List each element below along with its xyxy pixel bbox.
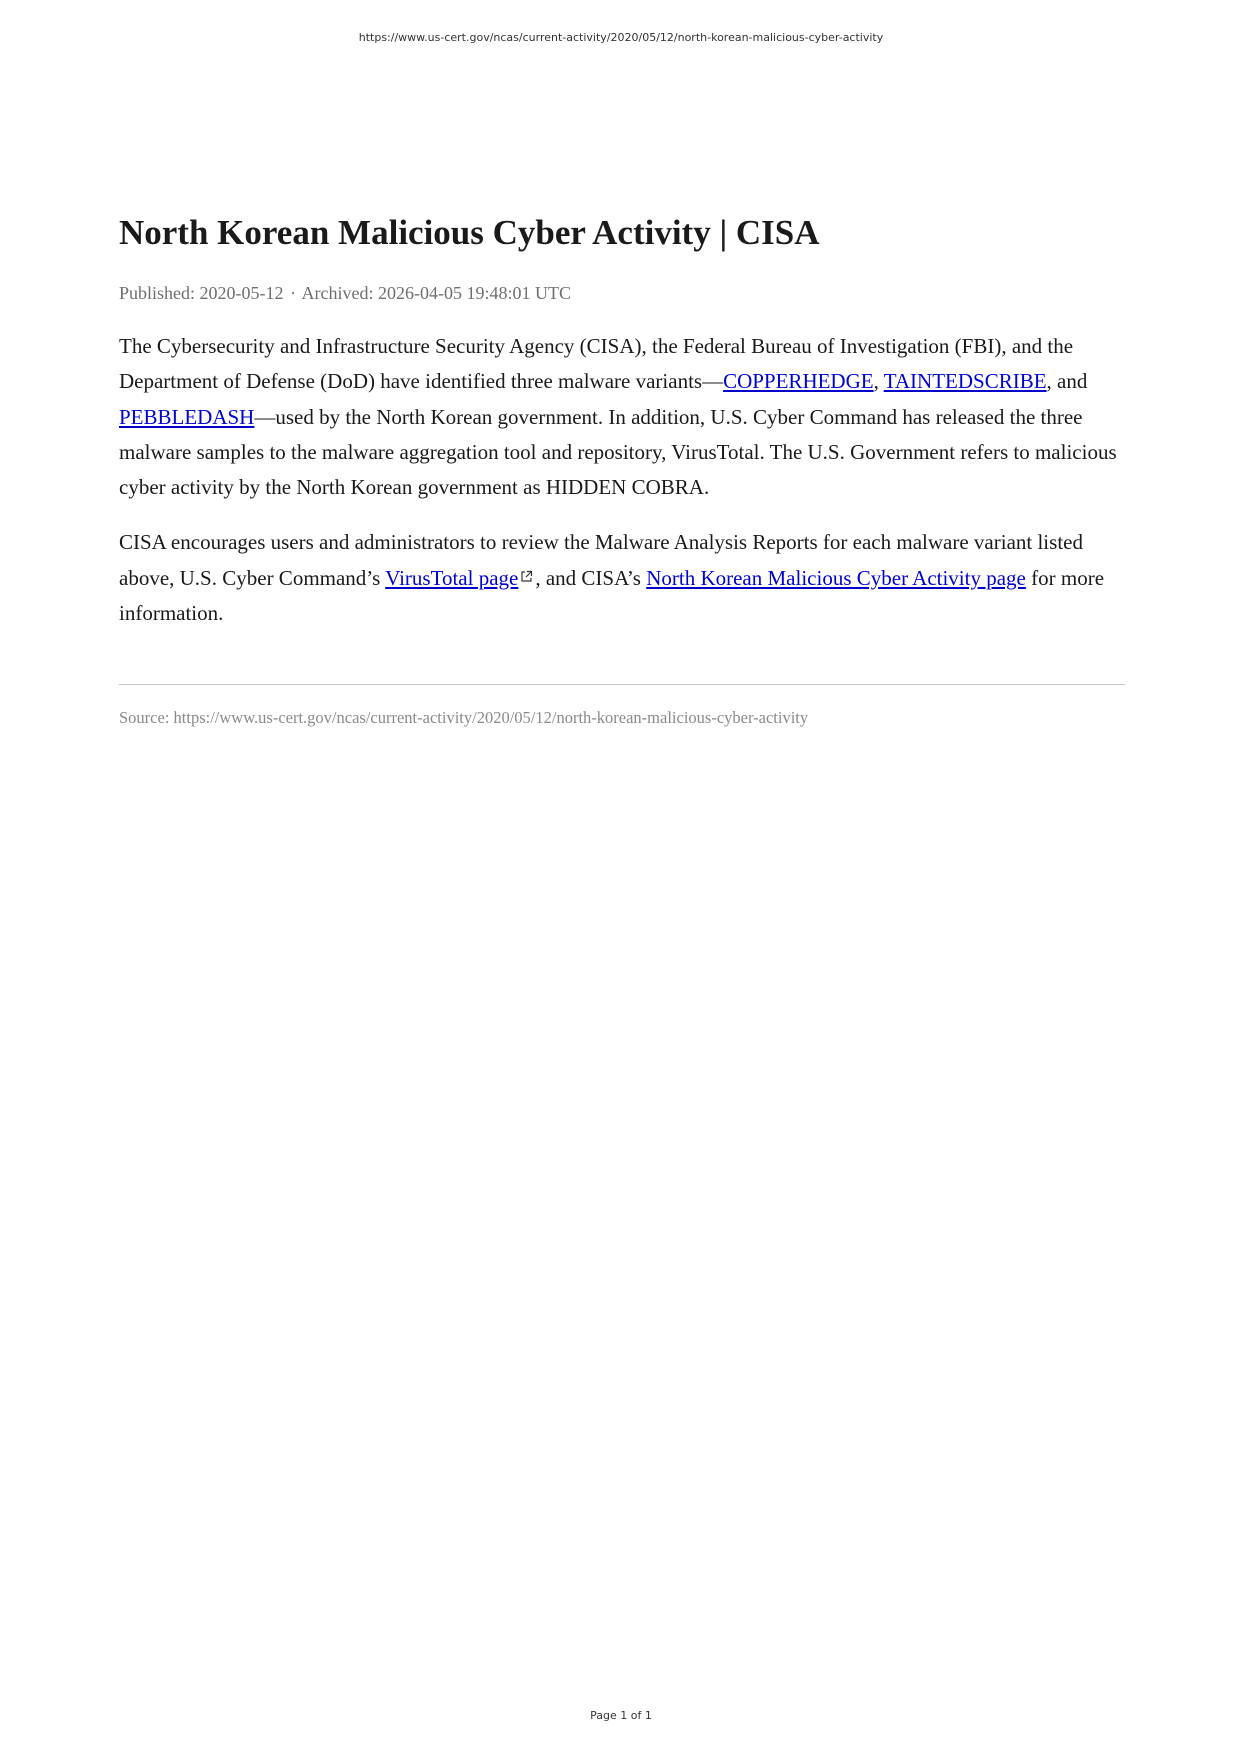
published-date: Published: 2020-05-12 [119, 283, 284, 303]
nk-activity-page-link[interactable]: North Korean Malicious Cyber Activity page [646, 565, 1026, 590]
pebbledash-link[interactable]: PEBBLEDASH [119, 404, 255, 429]
article-meta [119, 281, 1125, 305]
taintedscribe-link[interactable]: TAINTEDSCRIBE [883, 369, 1047, 394]
paragraph-text: CISA encourages users and administrators to review the Malware Analysis Reports for each malware variant listed above, U.S. Cyber Command’s [119, 530, 1083, 590]
paragraph-text: , and CISA’s [535, 565, 647, 590]
external-link-icon [520, 570, 533, 583]
copperhedge-link[interactable]: COPPERHEDGE [723, 369, 874, 394]
archived-date: Archived: 2026-04-05 19:48:01 UTC [301, 283, 571, 303]
paragraph-text: The Cybersecurity and Infrastructure Security Agency (CISA), the Federal Bureau of Investigation (FBI), and the Department of Defense (DoD) have identified three malware variants— [119, 334, 1074, 394]
paragraph-text: , and [1046, 369, 1088, 394]
source-line: Source: https://www.us-cert.gov/ncas/current-activity/2020/05/12/north-korean-malicious-cyber-activity [119, 708, 809, 728]
print-header-url: https://www.us-cert.gov/ncas/current-activity/2020/05/12/north-korean-malicious-cyber-activity [358, 31, 884, 44]
paragraph-guidance [119, 525, 1125, 631]
paragraph-text: , [873, 369, 884, 394]
page-number: Page 1 of 1 [590, 1709, 652, 1722]
virustotal-link[interactable]: VirusTotal page [385, 565, 519, 590]
paragraph-text: —used by the North Korean government. In addition, U.S. Cyber Command has released the three malware samples to the malware aggregation tool and repository, VirusTotal. The U.S. Government refers to malicious cyber activity by the North Korean government as HIDDEN COBRA. [119, 404, 1117, 500]
divider [119, 684, 1125, 685]
paragraph-text: for more information. [119, 565, 1105, 626]
article-body [119, 329, 1125, 631]
paragraph-intro [119, 329, 1125, 505]
meta-separator: · [290, 283, 296, 303]
article [119, 210, 1125, 729]
page-title: North Korean Malicious Cyber Activity | CISA [119, 213, 820, 252]
